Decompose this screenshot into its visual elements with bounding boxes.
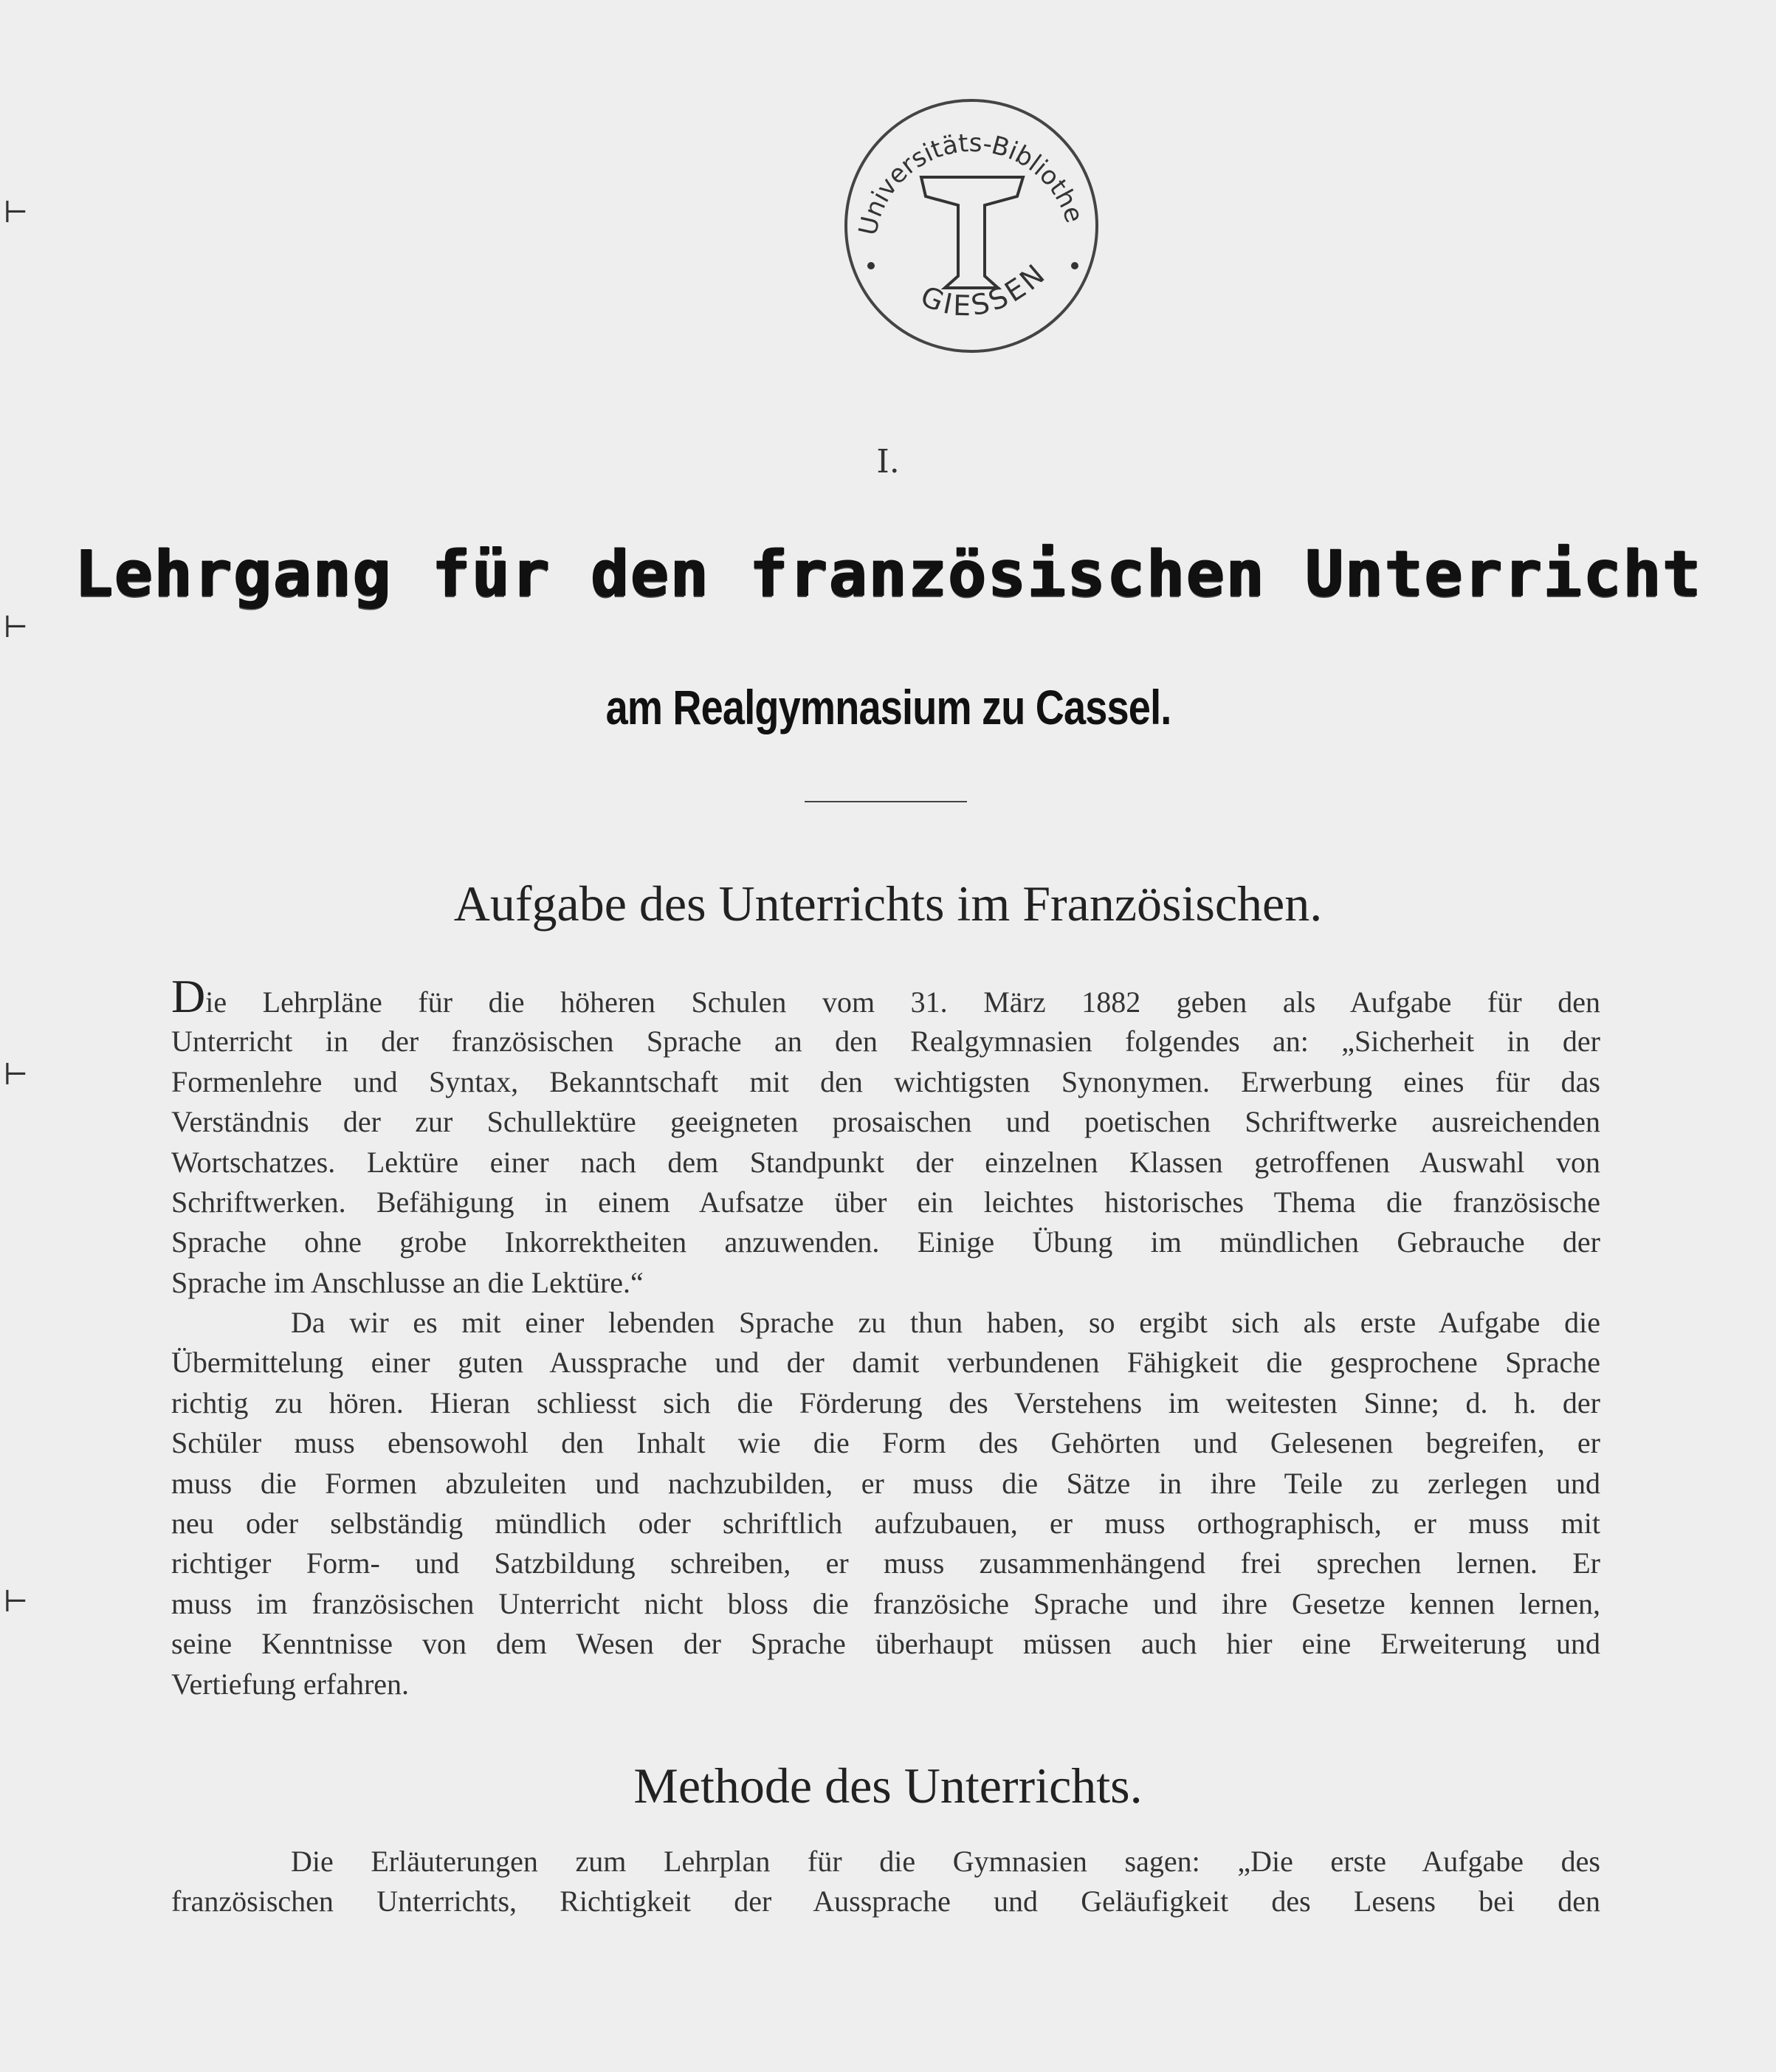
text-line: Vertiefung erfahren.: [171, 1667, 410, 1701]
page-subtitle: am Realgymnasium zu Cassel.: [605, 680, 1171, 734]
text-line: richtig zu hören. Hieran schliesst sich die Förderung des Verstehens im weitesten Sinne; d. h. der: [171, 1386, 1600, 1419]
text-line: Sprache im Anschlusse an die Lektüre.“: [171, 1265, 644, 1299]
text-line: Schriftwerken. Befähigung in einem Aufsatze über ein leichtes historisches Thema die französische: [171, 1185, 1600, 1219]
stamp-top-text: Universitäts-Bibliothe: [853, 128, 1090, 238]
text-line: seine Kenntnisse von dem Wesen der Sprache überhaupt müssen auch hier eine Erweiterung und: [171, 1627, 1600, 1661]
text-line: Die Erläuterungen zum Lehrplan für die Gymnasien sagen: „Die erste Aufgabe des: [291, 1845, 1600, 1878]
text-line: Formenlehre und Syntax, Bekanntschaft mit den wichtigsten Synonymen. Erwerbung eines für das: [171, 1064, 1600, 1098]
text-line: Unterricht in der französischen Sprache an den Realgymnasien folgendes an: „Sicherheit in der: [171, 1025, 1600, 1059]
page-title: Lehrgang für den französischen Unterricht: [74, 537, 1702, 611]
part-number: I.: [876, 443, 900, 481]
title-divider: [805, 801, 967, 802]
margin-mark-icon: ⊢: [3, 1585, 29, 1619]
text-line: Schüler muss ebensowohl den Inhalt wie die Form des Gehörten und Gelesenen begreifen, er: [171, 1426, 1600, 1460]
text-line: Da wir es mit einer lebenden Sprache zu thun haben, so ergibt sich als erste Aufgabe die: [291, 1306, 1600, 1339]
text-line: Sprache ohne grobe Inkorrektheiten anzuwenden. Einige Übung im mündlichen Gebrauche der: [171, 1225, 1600, 1259]
section-heading-aufgabe: Aufgabe des Unterrichts im Französischen.: [453, 875, 1323, 932]
library-stamp: [833, 94, 1110, 357]
text-line: muss die Formen abzuleiten und nachzubilden, er muss die Sätze in ihre Teile zu zerlegen und: [171, 1466, 1600, 1500]
stamp-bottom-text: GIESSEN: [916, 256, 1053, 323]
paragraph-erlaeuterungen: [171, 1842, 1600, 1922]
text-line: Die Lehrpläne für die höheren Schulen vom 31. März 1882 geben als Aufgabe für den: [171, 970, 1600, 1022]
text-line: Wortschatzes. Lektüre einer nach dem Standpunkt der einzelnen Klassen getroffenen Auswahl von: [171, 1145, 1600, 1179]
margin-mark-icon: ⊢: [3, 610, 29, 644]
margin-mark-icon: ⊢: [3, 196, 29, 230]
margin-mark-icon: ⊢: [3, 1058, 29, 1092]
drop-cap: D: [171, 970, 206, 1022]
section-heading-methode: Methode des Unterrichts.: [633, 1758, 1143, 1814]
text-line: richtiger Form- und Satzbildung schreiben, er muss zusammenhängend frei sprechen lernen. Er: [171, 1546, 1600, 1580]
text-line: Verständnis der zur Schullektüre geeigneten prosaischen und poetischen Schriftwerke ausreichenden: [171, 1105, 1600, 1139]
text-line: neu oder selbständig mündlich oder schriftlich aufzubauen, er muss orthographisch, er muss mit: [171, 1506, 1600, 1540]
paragraph-aufgabe: [171, 1303, 1600, 1704]
paragraph-lehrplaene: [171, 970, 1600, 1303]
text-line: französischen Unterrichts, Richtigkeit der Aussprache und Geläufigkeit des Lesens bei den: [171, 1885, 1600, 1918]
text-line: muss im französischen Unterricht nicht bloss die französiche Sprache und ihre Gesetze kennen lernen,: [171, 1586, 1600, 1620]
stamp-seal-icon: [833, 94, 1110, 357]
text-line: Übermittelung einer guten Aussprache und der damit verbundenen Fähigkeit die gesprochene Sprache: [171, 1346, 1600, 1380]
